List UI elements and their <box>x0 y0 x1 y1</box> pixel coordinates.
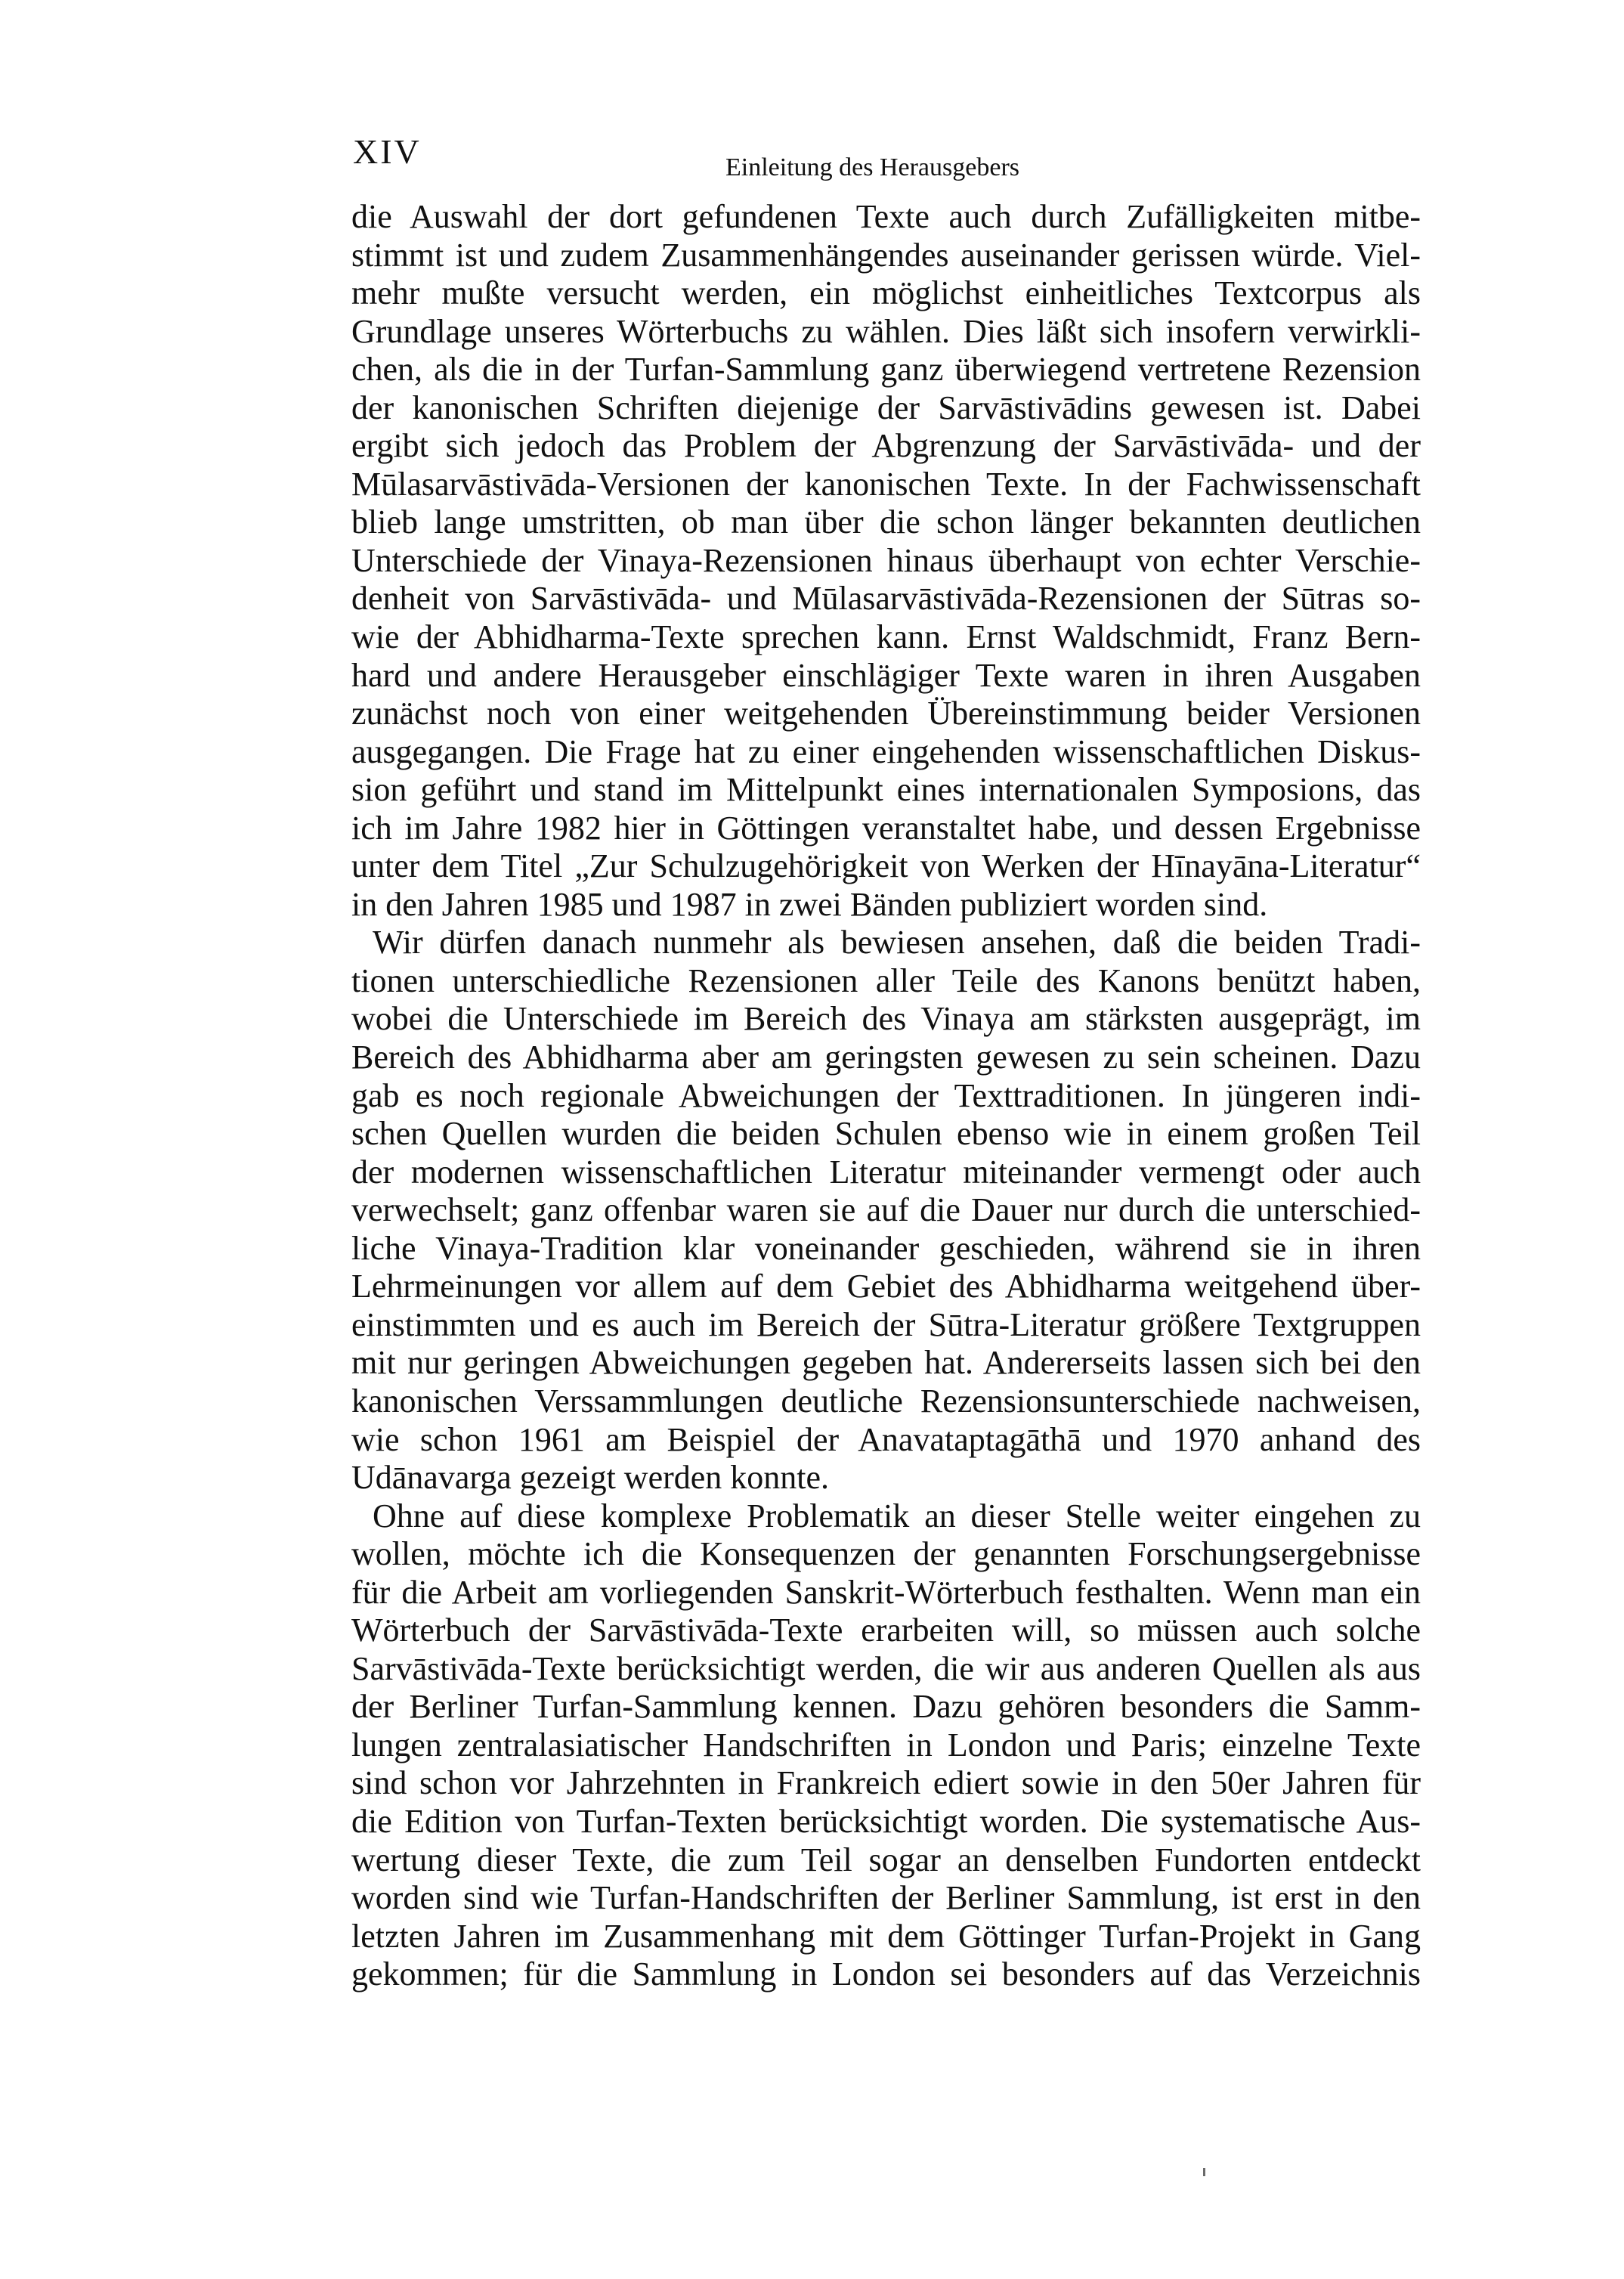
text-line: unter dem Titel „Zur Schulzugehörigkeit von Werken der Hīnayāna-Literatur“ <box>351 847 1421 885</box>
text-line: wie der Abhidharma-Texte sprechen kann. Ernst Waldschmidt, Franz Bern- <box>351 618 1421 656</box>
text-line: verwechselt; ganz offenbar waren sie auf die Dauer nur durch die unterschied- <box>351 1191 1421 1229</box>
text-line: für die Arbeit am vorliegenden Sanskrit-Wörterbuch festhalten. Wenn man ein <box>351 1573 1421 1611</box>
text-line: kanonischen Verssammlungen deutliche Rezensionsunterschiede nachweisen, <box>351 1382 1421 1420</box>
text-line: worden sind wie Turfan-Handschriften der Berliner Sammlung, ist erst in den <box>351 1879 1421 1917</box>
text-line: mehr mußte versucht werden, ein möglichst einheitliches Textcorpus als <box>351 274 1421 312</box>
text-line: gab es noch regionale Abweichungen der Texttraditionen. In jüngeren indi- <box>351 1076 1421 1114</box>
text-line: Lehrmeinungen vor allem auf dem Gebiet des Abhidharma weitgehend über- <box>351 1268 1421 1305</box>
text-line: wollen, möchte ich die Konsequenzen der genannten Forschungsergebnisse <box>351 1535 1421 1573</box>
text-line: wobei die Unterschiede im Bereich des Vinaya am stärksten ausgeprägt, im <box>351 1000 1421 1038</box>
text-line: mit nur geringen Abweichungen gegeben hat. Andererseits lassen sich bei den <box>351 1344 1421 1382</box>
text-line: Grundlage unseres Wörterbuchs zu wählen. Dies läßt sich insofern verwirkli- <box>351 312 1421 350</box>
text-line: zunächst noch von einer weitgehenden Übereinstimmung beider Versionen <box>351 695 1421 732</box>
text-line: Wir dürfen danach nunmehr als bewiesen ansehen, daß die beiden Tradi- <box>373 924 1421 961</box>
text-line: hard und andere Herausgeber einschlägiger Texte waren in ihren Ausgaben <box>351 656 1421 694</box>
text-line: der modernen wissenschaftlichen Literatur miteinander vermengt oder auch <box>351 1153 1421 1191</box>
text-line: Udānavarga gezeigt werden konnte. <box>351 1459 830 1497</box>
text-line: Bereich des Abhidharma aber am geringsten gewesen zu sein scheinen. Dazu <box>351 1039 1421 1076</box>
text-line: letzten Jahren im Zusammenhang mit dem Göttinger Turfan-Projekt in Gang <box>351 1917 1421 1955</box>
text-line: liche Vinaya-Tradition klar voneinander geschieden, während sie in ihren <box>351 1229 1421 1267</box>
text-line: Ohne auf diese komplexe Problematik an dieser Stelle weiter eingehen zu <box>373 1497 1421 1534</box>
text-line: wie schon 1961 am Beispiel der Anavataptagāthā und 1970 anhand des <box>351 1420 1421 1458</box>
text-line: gekommen; für die Sammlung in London sei besonders auf das Verzeichnis <box>351 1955 1421 1993</box>
text-line: schen Quellen wurden die beiden Schulen ebenso wie in einem großen Teil <box>351 1115 1421 1153</box>
text-line: Unterschiede der Vinaya-Rezensionen hinaus überhaupt von echter Verschie- <box>351 541 1421 579</box>
text-line: ausgegangen. Die Frage hat zu einer eingehenden wissenschaftlichen Diskus- <box>351 732 1421 770</box>
text-line: stimmt ist und zudem Zusammenhängendes auseinander gerissen würde. Viel- <box>351 236 1421 274</box>
text-line: einstimmten und es auch im Bereich der Sūtra-Literatur größere Textgruppen <box>351 1305 1421 1343</box>
text-line: der Berliner Turfan-Sammlung kennen. Dazu gehören besonders die Samm- <box>351 1688 1421 1726</box>
running-title: Einleitung des Herausgebers <box>725 153 1019 181</box>
print-speck <box>1203 2168 1205 2176</box>
text-line: blieb lange umstritten, ob man über die schon länger bekannten deutlichen <box>351 503 1421 541</box>
text-line: in den Jahren 1985 und 1987 in zwei Bänden publiziert worden sind. <box>351 885 1268 923</box>
text-line: ergibt sich jedoch das Problem der Abgrenzung der Sarvāstivāda- und der <box>351 427 1421 465</box>
text-line: ich im Jahre 1982 hier in Göttingen veranstaltet habe, und dessen Ergebnisse <box>351 809 1421 847</box>
text-line: Mūlasarvāstivāda-Versionen der kanonischen Texte. In der Fachwissenschaft <box>351 465 1421 503</box>
text-line: wertung dieser Texte, die zum Teil sogar an denselben Fundorten entdeckt <box>351 1841 1421 1878</box>
text-line: Sarvāstivāda-Texte berücksichtigt werden, die wir aus anderen Quellen als aus <box>351 1649 1421 1687</box>
text-line: Wörterbuch der Sarvāstivāda-Texte erarbeiten will, so müssen auch solche <box>351 1612 1421 1649</box>
text-line: die Auswahl der dort gefundenen Texte auch durch Zufälligkeiten mitbe- <box>351 198 1421 235</box>
text-line: tionen unterschiedliche Rezensionen aller Teile des Kanons benützt haben, <box>351 961 1421 999</box>
body-text <box>351 198 1421 1994</box>
text-line: der kanonischen Schriften diejenige der Sarvāstivādins gewesen ist. Dabei <box>351 389 1421 426</box>
text-line: sind schon vor Jahrzehnten in Frankreich ediert sowie in den 50er Jahren für <box>351 1764 1421 1802</box>
text-line: denheit von Sarvāstivāda- und Mūlasarvāstivāda-Rezensionen der Sūtras so- <box>351 580 1421 618</box>
page-number: XIV <box>353 132 422 171</box>
text-line: sion geführt und stand im Mittelpunkt eines internationalen Symposions, das <box>351 771 1421 809</box>
text-line: chen, als die in der Turfan-Sammlung ganz überwiegend vertretene Rezension <box>351 351 1421 389</box>
text-line: lungen zentralasiatischer Handschriften in London und Paris; einzelne Texte <box>351 1726 1421 1763</box>
text-line: die Edition von Turfan-Texten berücksichtigt worden. Die systematische Aus- <box>351 1802 1421 1840</box>
